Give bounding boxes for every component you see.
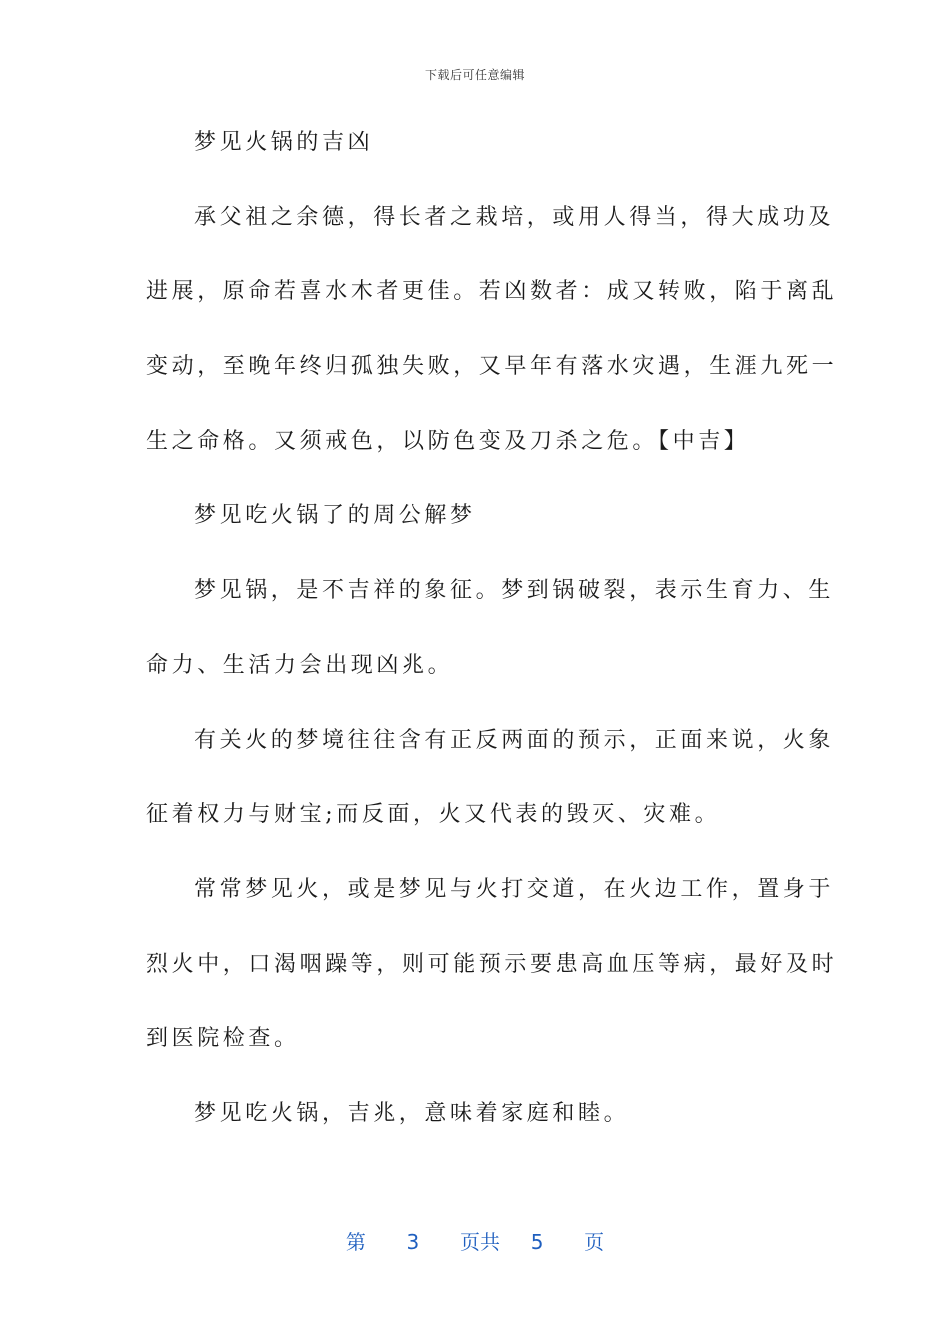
paragraph-line: 常常梦见火，或是梦见与火打交道，在火边工作，置身于 <box>194 876 835 902</box>
paragraph-line: 梦见吃火锅，吉兆，意味着家庭和睦。 <box>194 1100 630 1126</box>
paragraph-line: 到医院检查。 <box>146 1026 300 1052</box>
paragraph-line: 命力、生活力会出现凶兆。 <box>146 652 454 678</box>
page-label-mid: 页共 <box>460 1230 500 1254</box>
page-label-suffix: 页 <box>584 1230 605 1254</box>
paragraph-line: 生之命格。又须戒色，以防色变及刀杀之危。【中吉】 <box>146 428 750 454</box>
heading-dream-eating-hotpot: 梦见吃火锅了的周公解梦 <box>194 503 476 529</box>
document-body <box>146 106 838 1152</box>
page-label-prefix: 第 <box>345 1230 366 1254</box>
heading-dream-hotpot-fortune: 梦见火锅的吉凶 <box>194 130 374 155</box>
paragraph-line: 梦见锅，是不吉祥的象征。梦到锅破裂，表示生育力、生 <box>194 578 835 604</box>
page-number-footer <box>0 1226 950 1255</box>
paragraph-line: 承父祖之余德，得长者之栽培，或用人得当，得大成功及 <box>194 204 835 230</box>
paragraph-line: 有关火的梦境往往含有正反两面的预示，正面来说，火象 <box>194 727 835 753</box>
total-pages-number: 5 <box>530 1230 544 1254</box>
paragraph-line: 征着权力与财宝;而反面，火又代表的毁灭、灾难。 <box>146 802 721 828</box>
paragraph-line: 烈火中，口渴咽躁等，则可能预示要患高血压等病，最好及时 <box>146 951 838 977</box>
page-header-note: 下载后可任意编辑 <box>424 68 525 82</box>
current-page-number: 3 <box>406 1230 420 1254</box>
paragraph-line: 进展，原命若喜水木者更佳。若凶数者：成又转败，陷于离乱 <box>146 279 838 305</box>
paragraph-line: 变动，至晚年终归孤独失败，又早年有落水灾遇，生涯九死一 <box>146 354 838 380</box>
